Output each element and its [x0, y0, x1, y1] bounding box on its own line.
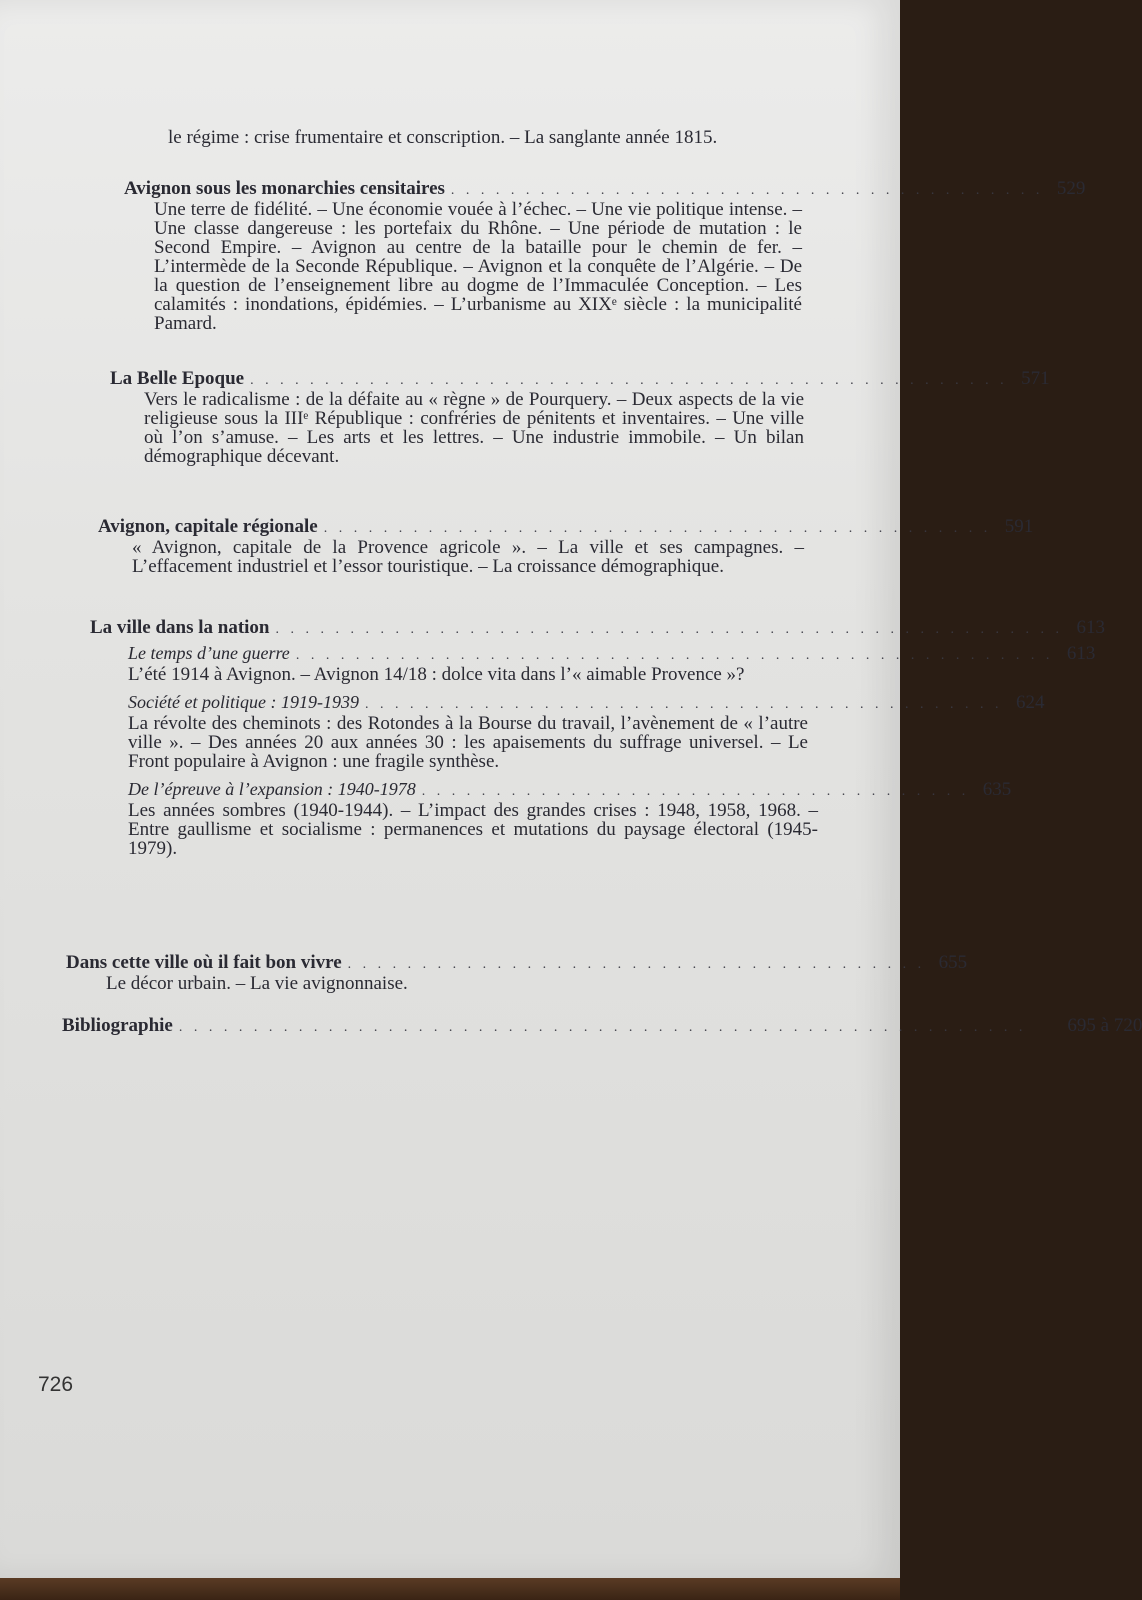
subsection [128, 643, 1096, 685]
dot-leader: . . . . . . . . . . . . . . . . . . . . . . . . . . . . . . . . . . . . . [421, 784, 970, 799]
entry-page-number: 591 [1004, 516, 1034, 537]
subsection [128, 692, 1045, 772]
toc-entry-bon-vivre [66, 952, 968, 994]
entry-description: Le décor urbain. – La vie avignonnaise. [106, 973, 408, 994]
footer-page-number: 726 [38, 1373, 74, 1396]
toc-entry-belle-epoque [110, 368, 1050, 467]
continued-description: le régime : crise frumentaire et conscription. – La sanglante année 1815. [168, 127, 718, 148]
dot-leader: . . . . . . . . . . . . . . . . . . . . . . . . . . . . . . . . . . . . . . . . . . . . . [323, 521, 992, 536]
subsection-page-number: 635 [982, 779, 1012, 800]
entry-title: Dans cette ville où il fait bon vivre [66, 952, 342, 973]
dot-leader: . . . . . . . . . . . . . . . . . . . . . . . . . . . . . . . . . . . . . . . . . . . . . . . . . . . . . . . . . [178, 1020, 1027, 1035]
toc-entry-capitale-regionale [98, 516, 1034, 577]
subsection-page-number: 624 [1015, 692, 1045, 713]
entry-title: La ville dans la nation [90, 617, 270, 638]
entry-title: Avignon sous les monarchies censitaires [124, 178, 445, 199]
entry-page-number: 571 [1021, 368, 1050, 389]
dot-leader: . . . . . . . . . . . . . . . . . . . . . . . . . . . . . . . . . . . . . . . . . . . . . . . . . . . . . [275, 622, 1063, 637]
entry-title: Bibliographie [62, 1015, 173, 1036]
subsection-list [128, 643, 1096, 859]
toc-entry-ville-nation [90, 617, 1105, 859]
entry-description: Vers le radicalisme : de la défaite au « règne » de Pourquery. – Deux aspects de la vie religieuse sous la IIIᵉ République : confréries de pénitents et inventaires. – Une ville où l’on s’amuse. – Les arts et les lettres. – Une industrie immobile. – Un bilan démographique décevant. [144, 389, 804, 467]
entry-description: « Avignon, capitale de la Provence agricole ». – La ville et ses campagnes. – L’effacement industriel et l’essor touristique. – La croissance démographique. [132, 537, 804, 577]
table-surface [0, 1578, 900, 1600]
subsection-page-number: 613 [1066, 643, 1096, 664]
entry-title: La Belle Epoque [110, 368, 245, 389]
entry-description: Une terre de fidélité. – Une économie vouée à l’échec. – Une vie politique intense. – Une classe dangereuse : les portefaix du Rhône. – Une période de mutation : le Second Empire. – Avignon au centre de la bataille pour le chemin de fer. – L’intermède de la Seconde République. – Avignon et la conquête de l’Algérie. – De la question de l’enseignement libre au dogme de l’Immaculée Conception. – Les calamités : inondations, épidémies. – L’urbanisme au XIXᵉ siècle : la municipalité Pamard. [154, 199, 802, 334]
subsection-title: De l’épreuve à l’expansion : 1940-1978 [128, 779, 416, 799]
subsection-title: Société et politique : 1919-1939 [128, 692, 359, 712]
dot-leader: . . . . . . . . . . . . . . . . . . . . . . . . . . . . . . . . . . . . . . . . . . . [364, 697, 1003, 712]
subsection-description: Les années sombres (1940-1944). – L’impact des grandes crises : 1948, 1958, 1968. – Entre gaullisme et socialisme : permanences et mutations du paysage électoral (1945-1979). [128, 800, 818, 859]
subsection-title: Le temps d’une guerre [128, 643, 290, 663]
entry-page-number: 529 [1056, 178, 1086, 199]
entry-page-number: 613 [1076, 617, 1105, 638]
subsection-description: L’été 1914 à Avignon. – Avignon 14/18 : dolce vita dans l’« aimable Provence »? [128, 664, 745, 685]
dot-leader: . . . . . . . . . . . . . . . . . . . . . . . . . . . . . . . . . . . . . . . . [450, 183, 1044, 198]
toc-entry-monarchies [124, 178, 1086, 334]
dot-leader: . . . . . . . . . . . . . . . . . . . . . . . . . . . . . . . . . . . . . . . . . . . . . . . . . . . [250, 373, 1008, 388]
subsection-description: La révolte des cheminots : des Rotondes à la Bourse du travail, l’avènement de « l’autre ville ». – Des années 20 aux années 30 : les apaisements du suffrage universel. – Le Front populaire à Avignon : une fragile synthèse. [128, 713, 808, 772]
dot-leader: . . . . . . . . . . . . . . . . . . . . . . . . . . . . . . . . . . . . . . . [347, 957, 926, 972]
entry-page-number: 695 à 720 [1067, 1015, 1142, 1036]
entry-page-number: 655 [938, 952, 968, 973]
entry-title: Avignon, capitale régionale [98, 516, 318, 537]
subsection [128, 779, 1012, 859]
dot-leader: . . . . . . . . . . . . . . . . . . . . . . . . . . . . . . . . . . . . . . . . . . . . . . . . . . . [295, 648, 1054, 663]
toc-entry-bibliographie [62, 1015, 1142, 1037]
